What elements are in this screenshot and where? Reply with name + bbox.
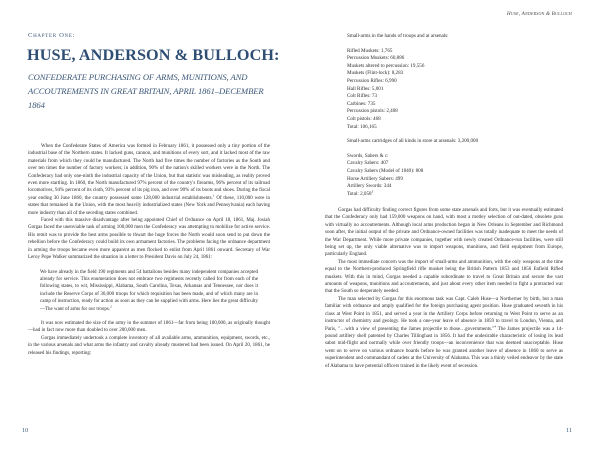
list-item: Hall Rifles: 5,001 xyxy=(347,85,384,92)
running-header: Huse, Anderson & Bulloch xyxy=(506,11,572,17)
right-body-text xyxy=(325,207,563,370)
list-item: Muskets (Flint-lock): 8,283 xyxy=(347,70,404,77)
paragraph: When the Confederate States of America was formed in February 1861, it possessed only a tiny portion of the industrial base of the Northern states. It lacked guns, cannon, and munitions of every sort, and it lacked most of the raw materials from which they could be manufactured. The North had five times the number of factories as the South and over ten times the number of factory workers; in addition, 90% of the nation's skilled workers were in the North. The Confederacy had only one-ninth the industrial capacity of the Union, but that statistic was misleading, as reality proved even more startling. In 1860, the North manufactured 97% percent of the country's firearms, 96% percent of its railroad locomotives, 94% percent of its cloth, 93% percent of its pig iron, and over 90% of its boots and shoes. During the fiscal year ending 30 June 1860, the country possessed some 128,000 industrial establishments.$^1$ Of these, 110,000 were in states that remained in the Union, with the most heavily industrialized states (New York and Pennsylvania) each having more industry than all of the seceding states combined. xyxy=(28,144,270,216)
chapter-subtitle: CONFEDERATE PURCHASING OF ARMS, MUNITIONS, AND ACCOUTREMENTS IN GREAT BRITAIN, APRIL 1861–DECEMBER 1864 xyxy=(28,72,264,110)
list-item: Cavalry Sabers: 407 xyxy=(347,160,389,167)
footnote-ref[interactable]: 4 xyxy=(494,323,496,328)
footnote-ref[interactable]: 1 xyxy=(212,193,215,198)
paragraph: Gorgas immediately undertook a complete inventory of all available arms, ammunition, equipment, swords, etc., in the various arsenals and what arms the infantry and cavalry already mustered had been issued. On April 20, 1861, he released his findings, reporting: xyxy=(28,335,270,356)
right-page xyxy=(300,0,600,450)
paragraph: The most immediate concern was the import of small-arms and ammunition, with the only weapons at the time equal to the Northern-produced Springfield rifle musket being the British Pattern 1853 and 1856 Enfield Rifled muskets. With this in mind, Gorgas needed a capable subordinate to travel to Great Britain and secure the vast amounts of weapons, munitions and accoutrements, and just about every other item needed to fight a protracted war that the South so desperately needed. xyxy=(325,259,563,295)
list-item: Total: 106,165 xyxy=(347,123,377,130)
list-item: Percussion Muskets: 60,886 xyxy=(347,55,405,62)
list-item: Percussion pistols: 2,408 xyxy=(347,108,398,115)
page-number: 10 xyxy=(22,427,29,434)
swords-heading: Swords, Sabers & c: xyxy=(347,152,389,159)
list-item: Colt Rifles: 73 xyxy=(347,93,377,100)
list-item: Carbines: 735 xyxy=(347,100,376,107)
list-item: Percussion Rifles: 6,990 xyxy=(347,77,397,84)
list-item: Horse Artillery Sabers: 499 xyxy=(347,175,403,182)
list-item: Artillery Swords: 344 xyxy=(347,183,392,190)
page-number: 11 xyxy=(566,427,572,434)
cartridges-line: Small-arms cartridges of all kinds in store at arsenals: 3,200,000 xyxy=(347,138,479,145)
list-item: Rifled Muskets: 1,765 xyxy=(347,47,393,54)
small-arms-heading: Small-arms in the hands of troops and at arsenals: xyxy=(347,33,449,39)
chapter-title: HUSE, ANDERSON & BULLOCH: xyxy=(27,46,280,64)
left-body-text xyxy=(28,143,270,357)
chapter-label: Chapter One: xyxy=(28,32,76,39)
list-item: Colt pistols: 468 xyxy=(347,115,381,122)
block-quote: We have already in the field 190 regiments and 54 battalions besides many independent companies accepted already for service. This enumeration does not embrace two regiments recently called for from each of the following states, to wit, Mississippi, Alabama, South Carolina, Texas, Arkansas and Tennessee, nor does it include the Reserve Corps of 30,000 troops for which requisition has been made, and of which many are in camp of instruction, ready for action as soon as they can be supplied with arms. Here lies the great difficulty —The want of arms for our troops.$^2$ xyxy=(40,269,258,312)
footnote-ref[interactable]: 3 xyxy=(371,189,374,193)
inventory-lists xyxy=(347,33,577,198)
list-item: Muskets altered to percussion: 19,556 xyxy=(347,62,425,69)
paragraph: Gorgas had difficulty finding correct figures from some state arsenals and forts, but it was eventually estimated that the Confederacy only had 159,000 weapons on hand, with most a motley selection of out-dated, obsolete guns with virtually no accoutrements. Although local arms production began in New Orleans in September and Richmond soon after, the initial output of the private and Ordnance-owned facilities was totally inadequate to meet the needs of the War Department. While more private companies, together with newly created Ordnance-run facilities, were still being set up, the only viable alternative was to import weapons, munitions, and field equipment from Europe, particularly England. xyxy=(325,208,563,258)
footnote-ref[interactable]: 2 xyxy=(110,303,112,308)
list-item: Total: 2,058$^3$ xyxy=(347,189,374,197)
paragraph: Faced with this massive disadvantage after being appointed Chief of Ordnance on April 18, 1861, Maj. Josiah Gorgas faced the unenviable task of arming 100,000 men the Confederacy was attempting to mobilize for active service. His remit was to provide the best arms possible to thwart the huge forces the North would soon send to put down the rebellion before the Confederacy could build its own armament factories. The problems facing the ordnance department in arming the troops became even more apparent as men flocked to enlist from April 1861 onward. Secretary of War Leroy Pope Walker summarized the situation in a letter to President Davis on July 24, 1861: xyxy=(28,218,270,261)
list-item: Cavalry Sabers (Model of 1840): 808 xyxy=(347,167,424,174)
paragraph: The man selected by Gorgas for this enormous task was Capt. Caleb Huse—a Northerner by birth, but a man familiar with ordnance and amply qualified for the foreign purchasing agent position. Huse graduated seventh in his class at West Point in 1851, and served a year in the Artillery Corps before returning to West Point to serve as an instructor of chemistry and geology. He took a one-year leave of absence in 1859 to travel to London, Vienna, and Paris, "…with a view of presenting the James projectile to those…governments."$^4$ The James projectile was a 14-pound artillery shell patented by Charles Tillinghast in 1856. It had the undesirable characteristic of losing its lead sabot mid-flight and normally while over friendly troops—an inconvenience that was deemed unacceptable. Huse went on to serve on various ordnance boards before he was granted another leave of absence in 1860 to serve as superintendent and commandant of cadets at the University of Alabama. This was a thinly veiled endeavor by the state of Alabama to have potential officers trained in the likely event of secession. xyxy=(325,296,563,369)
paragraph: It was now estimated the size of the army in the summer of 1861—far from being 100,000, as originally thought—had in fact now more than doubled to over 200,000 men. xyxy=(28,320,270,334)
